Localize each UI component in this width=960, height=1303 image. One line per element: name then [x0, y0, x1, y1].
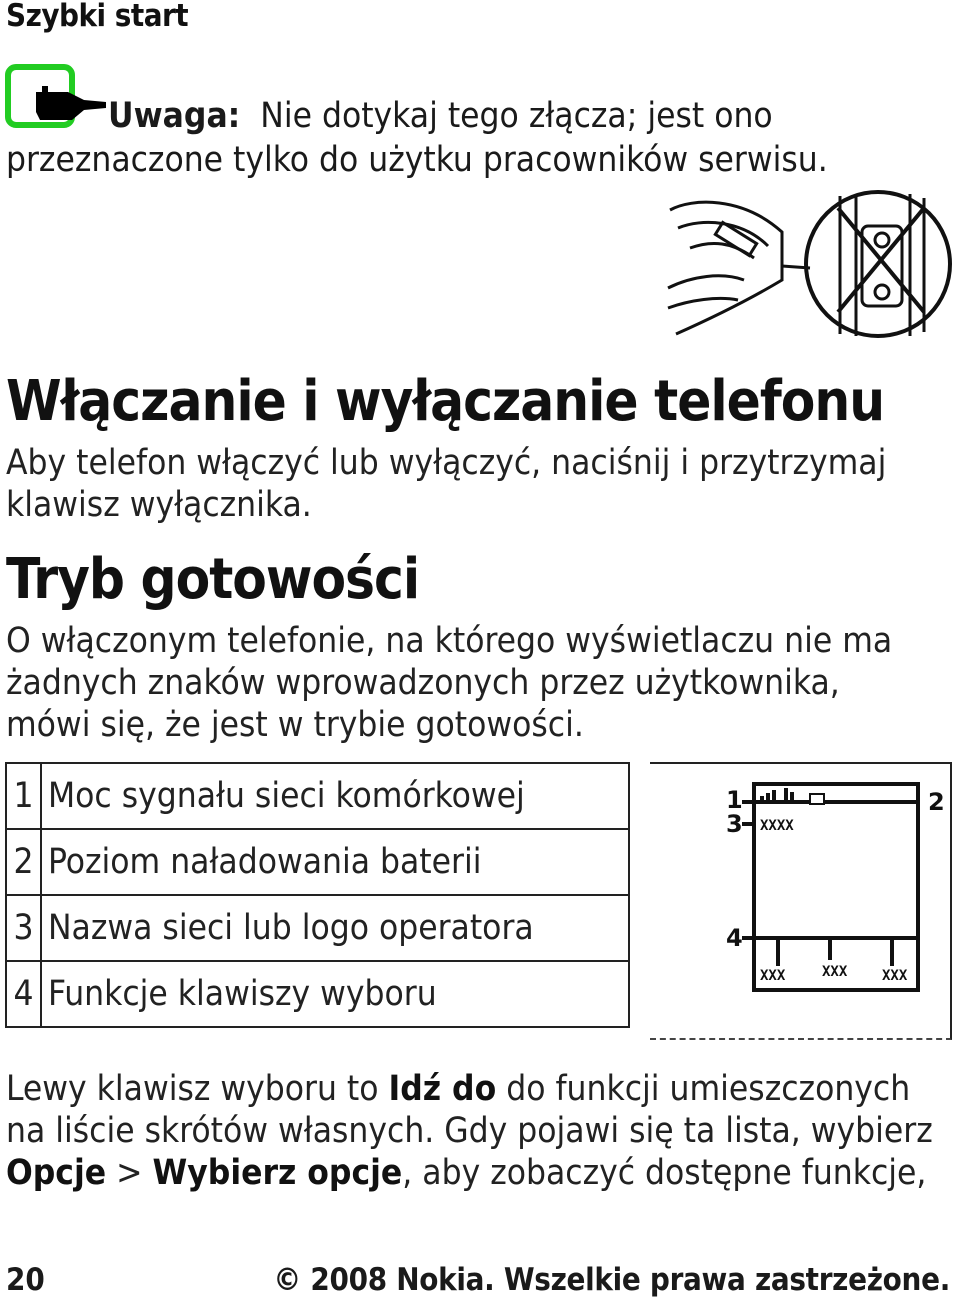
page-number: 20	[6, 1262, 45, 1298]
note-text-1: Nie dotykaj tego złącza; jest ono	[260, 96, 773, 136]
note-line-2: przeznaczone tylko do użytku pracowników serwisu.	[6, 140, 828, 180]
paragraph3-line-1	[6, 1068, 933, 1110]
standby-line-3: mówi się, że jest w trybie gotowości.	[6, 705, 584, 745]
menu-item-go-to: Idź do	[388, 1069, 497, 1109]
menu-item-options: Opcje	[6, 1153, 107, 1193]
paragraph3-line-2: na liście skrótów własnych. Gdy pojawi się ta lista, wybierz	[6, 1111, 933, 1151]
standby-legend-table	[5, 762, 630, 1028]
table-row	[6, 829, 629, 895]
selection-key-paragraph	[6, 1068, 933, 1194]
note-line-1	[108, 96, 773, 136]
standby-paragraph	[6, 620, 892, 746]
legend-number: 2	[6, 829, 41, 895]
menu-item-select-options: Wybierz opcje	[152, 1153, 403, 1193]
table-row	[6, 763, 629, 829]
callout-4: 4	[726, 924, 743, 952]
section-title-standby: Tryb gotowości	[6, 547, 420, 612]
note-label: Uwaga:	[108, 96, 241, 136]
legend-text: Nazwa sieci lub logo operatora	[41, 895, 629, 961]
softkey-label-right: XXX	[882, 968, 908, 984]
section-title-power: Włączanie i wyłączanie telefonu	[6, 369, 885, 434]
operator-logo-placeholder: XXXX	[760, 818, 794, 834]
standby-line-1: O włączonym telefonie, na którego wyświetlaczu nie ma	[6, 621, 893, 661]
callout-1: 1	[726, 786, 743, 814]
legend-number: 1	[6, 763, 41, 829]
callout-3: 3	[726, 810, 743, 838]
copyright-notice: © 2008 Nokia. Wszelkie prawa zastrzeżone.	[273, 1262, 950, 1298]
text-run: do funkcji umieszczonych	[496, 1069, 911, 1109]
legend-text: Funkcje klawiszy wyboru	[41, 961, 629, 1027]
legend-text: Poziom naładowania baterii	[41, 829, 629, 895]
power-line-1: Aby telefon włączyć lub wyłączyć, naciśnij i przytrzymaj	[6, 443, 887, 483]
power-paragraph	[6, 442, 886, 526]
softkey-label-middle: XXX	[822, 964, 848, 980]
note-hand-icon	[2, 64, 112, 132]
table-row	[6, 895, 629, 961]
table-row	[6, 961, 629, 1027]
callout-2: 2	[928, 788, 945, 816]
legend-text: Moc sygnału sieci komórkowej	[41, 763, 629, 829]
text-run: Lewy klawisz wyboru to	[6, 1069, 389, 1109]
menu-path-separator: >	[106, 1153, 153, 1193]
paragraph3-line-3	[6, 1152, 933, 1194]
softkey-label-left: XXX	[760, 968, 786, 984]
legend-number: 3	[6, 895, 41, 961]
standby-display-diagram	[722, 780, 952, 992]
text-run: , aby zobaczyć dostępne funkcje,	[402, 1153, 927, 1193]
connector-illustration	[662, 188, 954, 340]
power-line-2: klawisz wyłącznika.	[6, 485, 312, 525]
standby-line-2: żadnych znaków wprowadzonych przez użytkownika,	[6, 663, 840, 703]
legend-number: 4	[6, 961, 41, 1027]
running-head: Szybki start	[6, 0, 189, 34]
